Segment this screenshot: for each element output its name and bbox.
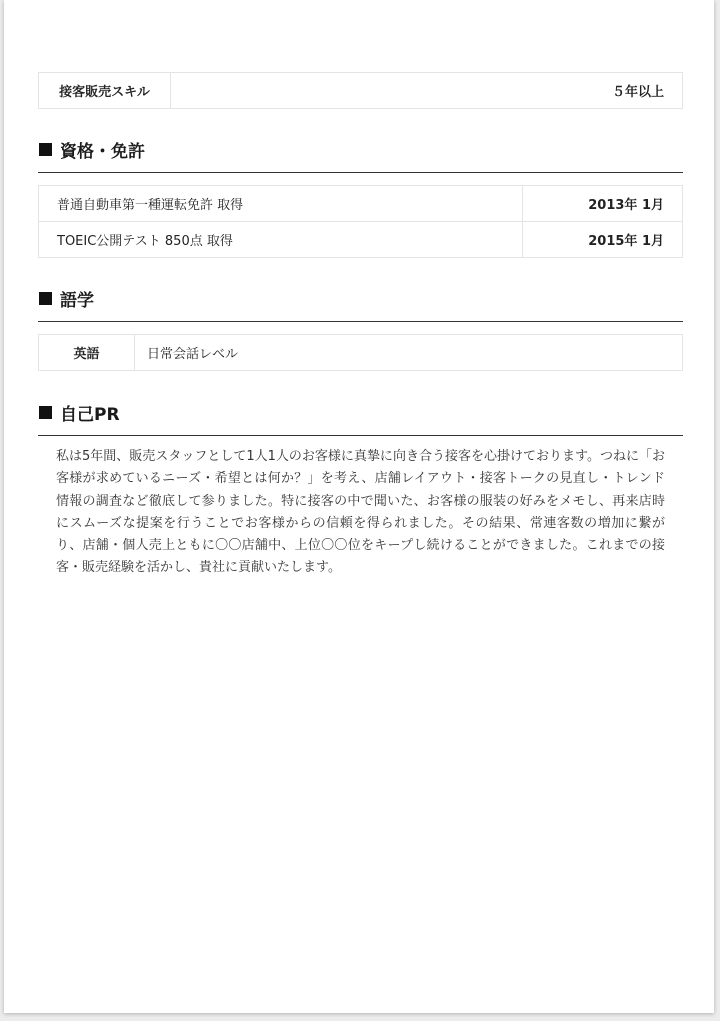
skill-table: [38, 72, 683, 109]
skill-value: ５年以上: [171, 73, 683, 109]
skill-label: 接客販売スキル: [39, 73, 171, 109]
qualification-date: 2015年 1月: [523, 222, 683, 258]
resume-content: [38, 72, 683, 580]
qualifications-table: [38, 185, 683, 258]
table-row: [39, 186, 683, 222]
square-bullet-icon: [39, 406, 52, 419]
table-row: [39, 335, 683, 371]
square-bullet-icon: [39, 143, 52, 156]
qualifications-heading: [38, 137, 683, 173]
table-row: [39, 222, 683, 258]
language-name: 英語: [39, 335, 135, 371]
self-pr-title: 自己PR: [60, 405, 120, 425]
languages-table: [38, 334, 683, 371]
self-pr-heading: [38, 400, 683, 436]
languages-heading: [38, 286, 683, 322]
square-bullet-icon: [39, 292, 52, 305]
resume-page: [4, 0, 714, 1013]
qualification-name: 普通自動車第一種運転免許 取得: [39, 186, 523, 222]
languages-title: 語学: [60, 291, 94, 311]
qualifications-title: 資格・免許: [60, 142, 145, 162]
self-pr-text: 私は5年間、販売スタッフとして1人1人のお客様に真摯に向き合う接客を心掛けております。つねに「お客様が求めているニーズ・希望とは何か？」を考え、店舗レイアウト・接客トークの見直し・トレンド情報の調査など徹底して参りました。特に接客の中で聞いた、お客様の服装の好みをメモし、再来店時にスムーズな提案を行うことでお客様からの信頼を得られました。その結果、常連客数の増加に繋がり、店舗・個人売上ともに〇〇店舗中、上位〇〇位をキープし続けることができました。これまでの接客・販売経験を活かし、貴社に貢献いたします。: [56, 449, 665, 576]
qualification-date: 2013年 1月: [523, 186, 683, 222]
skill-row: [39, 73, 683, 109]
qualification-name: TOEIC公開テスト 850点 取得: [39, 222, 523, 258]
language-level: 日常会話レベル: [135, 335, 683, 371]
